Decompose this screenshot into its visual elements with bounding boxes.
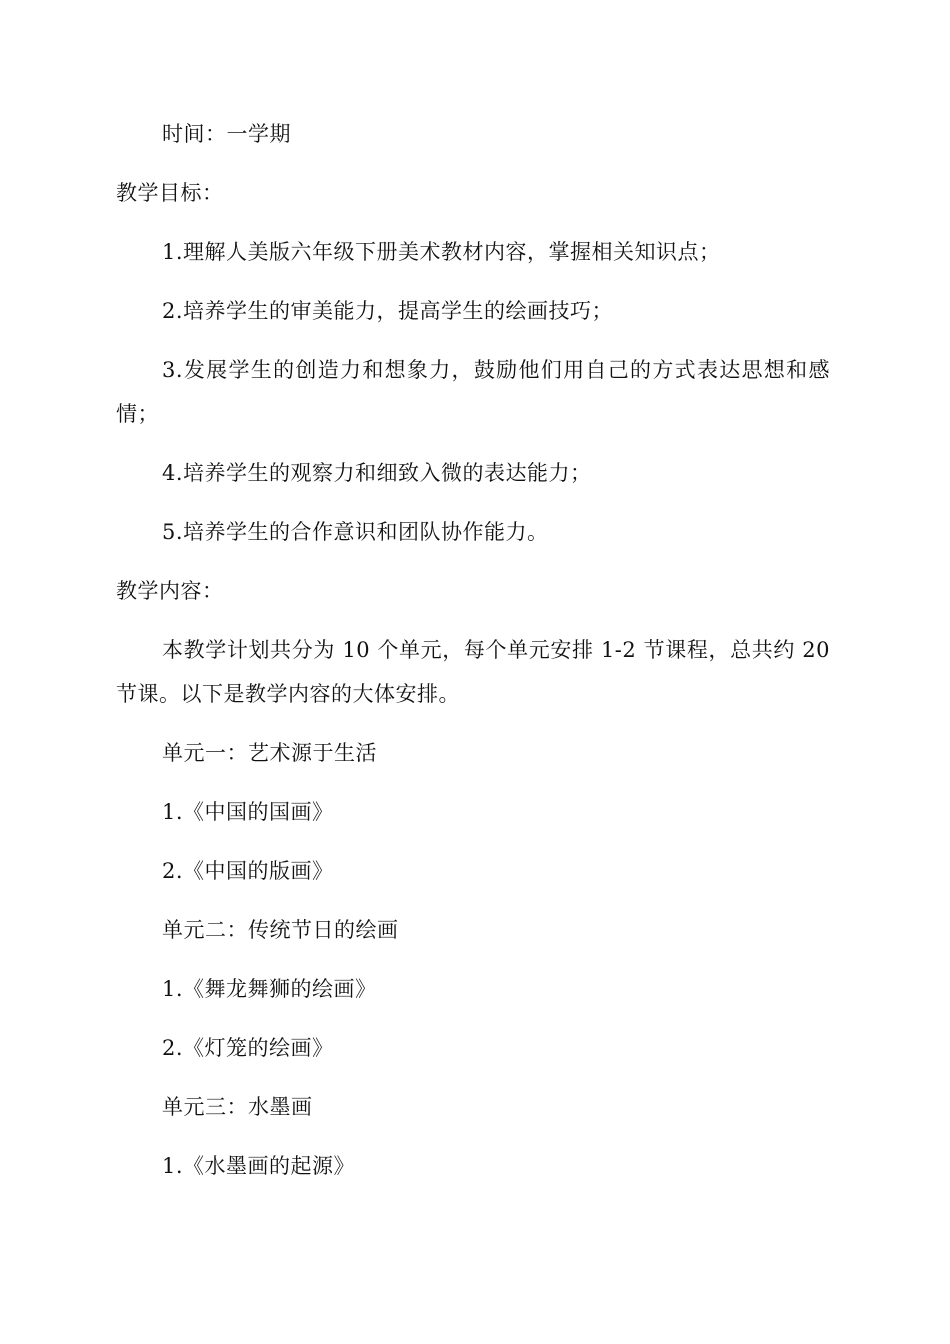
objective-item: 5.培养学生的合作意识和团队协作能力。 [162,520,549,544]
content-heading: 教学内容： [116,579,224,603]
lesson-item: 1.《水墨画的起源》 [162,1154,356,1178]
lesson-item: 1.《中国的国画》 [162,800,334,824]
unit-title: 单元一：艺术源于生活 [162,741,377,765]
objective-item: 3.发展学生的创造力和想象力，鼓励他们用自己的方式表达思想和感情； [116,358,830,426]
objective-item: 1.理解人美版六年级下册美术教材内容，掌握相关知识点； [162,240,721,264]
content-intro: 本教学计划共分为 10 个单元，每个单元安排 1-2 节课程，总共约 20 节课。以下是教学内容的大体安排。 [116,638,830,706]
lesson-item: 1.《舞龙舞狮的绘画》 [162,977,377,1001]
objective-item: 4.培养学生的观察力和细致入微的表达能力； [162,461,592,485]
lesson-item: 2.《灯笼的绘画》 [162,1036,334,1060]
objective-item: 2.培养学生的审美能力，提高学生的绘画技巧； [162,299,614,323]
unit-title: 单元三：水墨画 [162,1095,313,1119]
time-line: 时间：一学期 [162,122,291,146]
unit-title: 单元二：传统节日的绘画 [162,918,399,942]
objectives-heading: 教学目标： [116,181,224,205]
lesson-item: 2.《中国的版画》 [162,859,334,883]
